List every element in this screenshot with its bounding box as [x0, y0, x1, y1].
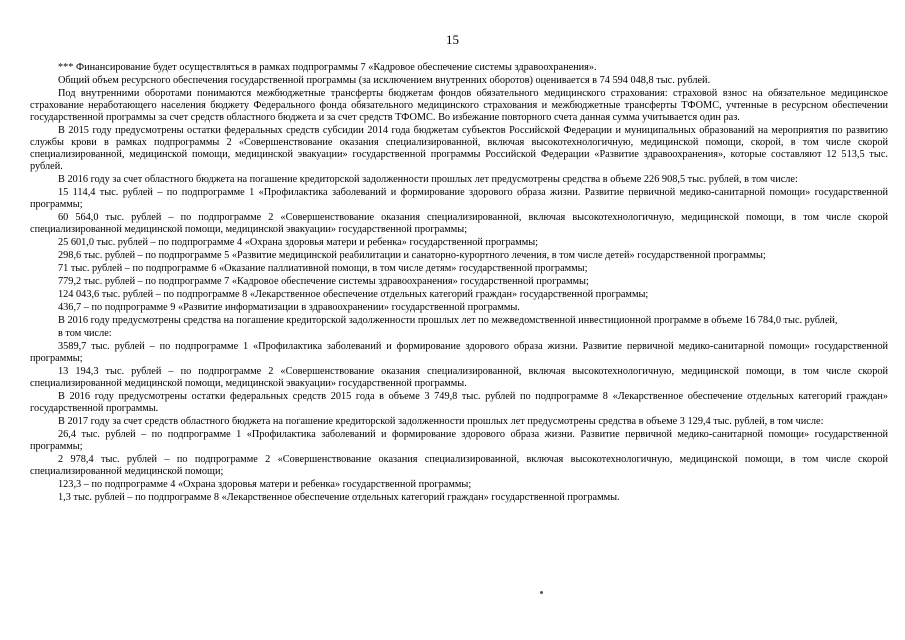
paragraph-2016-subprogram-7: 779,2 тыс. рублей – по подпрограмме 7 «Кадровое обеспечение системы здравоохранения» государственной программы; — [58, 276, 589, 287]
paragraph-2016-debt-total: В 2016 году за счет областного бюджета на погашение кредиторской задолженности прошлых лет предусмотрены средства в объеме 226 908,5 тыс. рублей, в том числе: — [58, 174, 798, 185]
paragraph-2017-subprogram-2: 2 978,4 тыс. рублей – по подпрограмме 2 «Совершенствование оказания специализированной, включая высокотехнологичную, медицинской помощи, в том числе скорой специализированной медицинской помощи; — [30, 454, 888, 477]
paragraph-2017-debt-total: В 2017 году за счет средств областного бюджета на погашение кредиторской задолженности прошлых лет предусмотрены средства в объеме 3 129,4 тыс. рублей, в том числе: — [58, 416, 824, 427]
paragraph-2016-subprogram-9: 436,7 – по подпрограмме 9 «Развитие информатизации в здравоохранении» государственной программы. — [58, 302, 520, 313]
scan-dot-mark — [540, 591, 543, 594]
paragraph-2015-federal-remains: В 2015 году предусмотрены остатки федеральных средств субсидии 2014 года бюджетам субъектов Российской Федерации и муниципальных образований на мероприятия по развитию службы крови в рамках подпрограммы 2 «Совершенствование оказания специализированной, включая высокотехнологичную, медицинской помощи, скорой, в том числе скорой специализированной, медицинской помощи, медицинской эвакуации» государственной программы Российской Федерации «Развитие здравоохранения», которые составляют 12 513,5 тыс. рублей. — [30, 125, 888, 172]
paragraph-2016-subprogram-5: 298,6 тыс. рублей – по подпрограмме 5 «Развитие медицинской реабилитации и санаторно-курортного лечения, в том числе детей» государственной программы; — [58, 250, 766, 261]
paragraph-2016-subprogram-8: 124 043,6 тыс. рублей – по подпрограмме 8 «Лекарственное обеспечение отдельных категорий граждан» государственной программы; — [58, 289, 649, 300]
paragraph-investment-subprogram-2: 13 194,3 тыс. рублей – по подпрограмме 2 «Совершенствование оказания специализированной, включая высокотехнологичную, медицинской помощи, в том числе скорой специализированной медицинской помощи, медицинской эвакуации» государственной программы. — [30, 366, 888, 389]
paragraph-2017-subprogram-8: 1,3 тыс. рублей – по подпрограмме 8 «Лекарственное обеспечение отдельных категорий граждан» государственной программы. — [58, 492, 620, 503]
paragraph-internal-turnover: Под внутренними оборотами понимаются межбюджетные трансферты бюджетам фондов обязательного медицинского страхования: страховой взнос на обязательное медицинское страхование неработающего населения бюджету Федерального фонда обязательного медицинского страхования и межбюджетные трансферты ТФОМС, учтенные в ресурсном обеспечении государственной программы за счет средств областного бюджета и за счет средств ТФОМС. Во избежание повторного счета данная сумма учитывается один раз. — [30, 88, 888, 123]
paragraph-financing-note: *** Финансирование будет осуществляться в рамках подпрограммы 7 «Кадровое обеспечение системы здравоохранения». — [58, 62, 597, 73]
paragraph-2016-subprogram-1: 15 114,4 тыс. рублей – по подпрограмме 1 «Профилактика заболеваний и формирование здорового образа жизни. Развитие первичной медико-санитарной помощи» государственной программы; — [30, 187, 888, 210]
paragraph-2016-subprogram-2: 60 564,0 тыс. рублей – по подпрограмме 2 «Совершенствование оказания специализированной, включая высокотехнологичную, медицинской помощи, в том числе скорой специализированной медицинской помощи, медицинской эвакуации» государственной программы; — [30, 212, 888, 235]
paragraph-total-resources: Общий объем ресурсного обеспечения государственной программы (за исключением внутренних оборотов) оценивается в 74 594 048,8 тыс. рублей. — [58, 75, 711, 86]
paragraph-investment-subprogram-1: 3589,7 тыс. рублей – по подпрограмме 1 «Профилактика заболеваний и формирование здорового образа жизни. Развитие первичной медико-санитарной помощи» государственной программы; — [30, 341, 888, 364]
paragraph-2016-federal-remains: В 2016 году предусмотрены остатки федеральных средств 2015 года в объеме 3 749,8 тыс. рублей по подпрограмме 8 «Лекарственное обеспечение отдельных категорий граждан» государственной программы. — [30, 391, 888, 414]
paragraph-2016-investment-program: В 2016 году предусмотрены средства на погашение кредиторской задолженности прошлых лет по межведомственной инвестиционной программе в объеме 16 784,0 тыс. рублей, — [58, 315, 838, 326]
paragraph-2016-subprogram-6: 71 тыс. рублей – по подпрограмме 6 «Оказание паллиативной помощи, в том числе детям» государственной программы; — [58, 263, 588, 274]
paragraph-2016-subprogram-4: 25 601,0 тыс. рублей – по подпрограмме 4 «Охрана здоровья матери и ребенка» государственной программы; — [58, 237, 538, 248]
paragraph-2017-subprogram-1: 26,4 тыс. рублей – по подпрограмме 1 «Профилактика заболеваний и формирование здорового образа жизни. Развитие первичной медико-санитарной помощи» государственной программы; — [30, 429, 888, 452]
document-body — [30, 62, 888, 505]
paragraph-2017-subprogram-4: 123,3 – по подпрограмме 4 «Охрана здоровья матери и ребенка» государственной программы; — [58, 479, 472, 490]
paragraph-including: в том числе: — [58, 328, 112, 339]
page-number: 15 — [446, 32, 459, 47]
